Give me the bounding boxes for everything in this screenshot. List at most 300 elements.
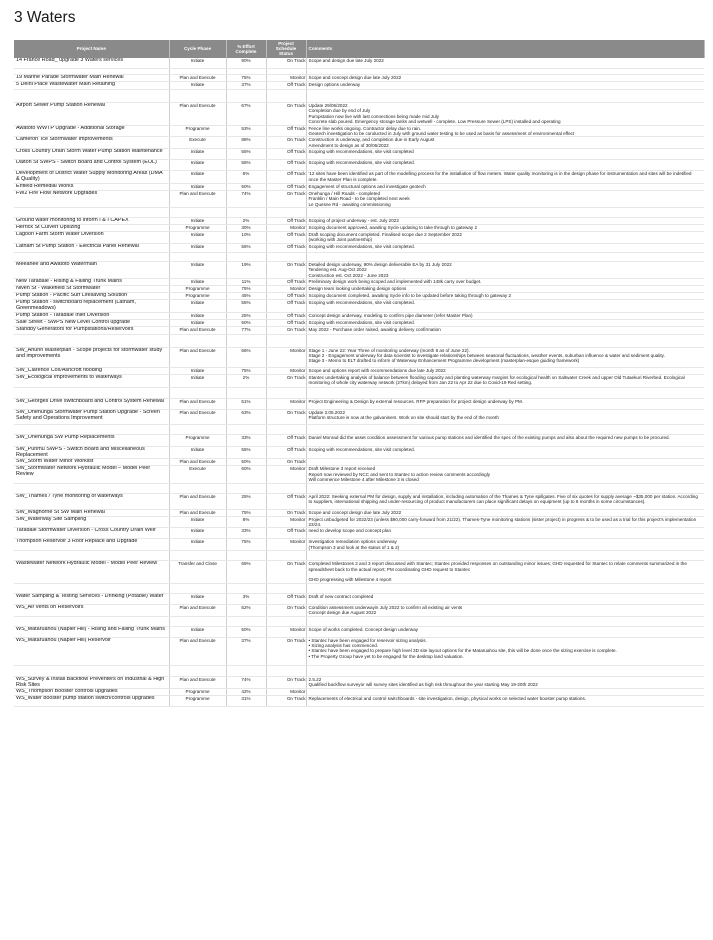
cycle-phase-cell: Initiate (169, 516, 226, 528)
effort-complete-cell: 31% (226, 696, 266, 707)
cycle-phase-cell: Initiate (169, 218, 226, 225)
schedule-status-cell: On Track (266, 374, 306, 387)
project-name-cell: Taradale Stormwater Diversion - Cross Country Drain Weir (14, 528, 169, 539)
effort-complete-cell: 65% (226, 561, 266, 584)
comments-cell (306, 208, 704, 218)
table-row (14, 593, 704, 604)
table-row (14, 293, 704, 300)
cycle-phase-cell: Plan and Execute (169, 347, 226, 367)
table-row (14, 493, 704, 509)
comments-cell: Concept design underway, modeling to confirm pipe diameter (refer Master Plan) (306, 312, 704, 319)
effort-complete-cell: 50% (226, 184, 266, 191)
effort-complete-cell: 10% (226, 232, 266, 244)
cycle-phase-cell (169, 551, 226, 561)
comments-cell: Scoping document approved, awaiting Sycle updating to take through to gateway 2 (306, 225, 704, 232)
table-row (14, 125, 704, 137)
effort-complete-cell: 19% (226, 261, 266, 278)
comments-cell: Scoping with recommendations, site visit completed. (306, 300, 704, 313)
schedule-status-cell: Off Track (266, 160, 306, 171)
effort-complete-cell: 75% (226, 286, 266, 293)
effort-complete-cell: 55% (226, 300, 266, 313)
comments-cell: Scoping with recommendations, site visit completed. (306, 160, 704, 171)
header-schedule-status: Project Schedule Status (266, 40, 306, 58)
effort-complete-cell: 45% (226, 293, 266, 300)
effort-complete-cell: 74% (226, 190, 266, 207)
comments-cell: '12 sites have been identified as part of the modelling process for the installation of flow meters. Water quality monitoring is in the design phase for instrumentation and sites will be indetified once the Master Plan is complete. (306, 171, 704, 184)
schedule-status-cell: Monitor (266, 347, 306, 367)
schedule-status-cell: Off Track (266, 279, 306, 286)
comments-cell (306, 459, 704, 466)
effort-complete-cell (226, 252, 266, 261)
comments-cell: Fence line works ongoing. Contractor delay due to rain. Geotech investigation to be conducted in July with ground water testing to be used as basis for assessment of environmental effect (306, 125, 704, 137)
comments-cell (306, 616, 704, 626)
schedule-status-cell: On Track (266, 676, 306, 689)
schedule-status-cell (266, 252, 306, 261)
project-name-cell: Wastewater Network Hydraulic Model - Model Peer Review (14, 561, 169, 584)
table-row (14, 82, 704, 90)
schedule-status-cell: Off Track (266, 232, 306, 244)
schedule-status-cell: On Track (266, 326, 306, 334)
project-name-cell: SW_Clarence Cox/Ashcroft flooding (14, 367, 169, 374)
table-row (14, 626, 704, 637)
schedule-status-cell: Off Track (266, 82, 306, 90)
table-row (14, 409, 704, 424)
table-row (14, 334, 704, 347)
effort-complete-cell: 75% (226, 75, 266, 82)
comments-cell: May 2022 - Purchase order raised, awaiting delivery confirmation (306, 326, 704, 334)
table-row (14, 261, 704, 278)
schedule-status-cell: On Track (266, 409, 306, 424)
project-name-cell: Cameron Tce Stormwater Improvements (14, 137, 169, 149)
project-name-cell: Dalton St SWPS - Switch Board and Control System (EOL) (14, 160, 169, 171)
project-name-cell: SW_Waghorne St SW Main Renewal (14, 509, 169, 516)
project-name-cell: WS_Thompson Booster controls upgrades (14, 689, 169, 696)
cycle-phase-cell: Plan and Execute (169, 398, 226, 409)
project-name-cell: Development of District Water Supply Monitoring Areas (DMA & Quality) (14, 171, 169, 184)
table-row (14, 103, 704, 126)
effort-complete-cell: 6% (226, 171, 266, 184)
cycle-phase-cell: Programme (169, 689, 226, 696)
table-row (14, 434, 704, 446)
comments-cell: Engagement of structural options and investigate geotech (306, 184, 704, 191)
comments-cell (306, 551, 704, 561)
table-row (14, 665, 704, 676)
schedule-status-cell: On Track (266, 103, 306, 126)
project-name-cell: Pump Station - Pacific Surf Lifesaving Solution (14, 293, 169, 300)
project-name-cell: WS_Water booster pump station switch/controls upgrades (14, 696, 169, 707)
effort-complete-cell: 60% (226, 466, 266, 483)
cycle-phase-cell (169, 616, 226, 626)
schedule-status-cell: Off Track (266, 312, 306, 319)
comments-cell: Replacements of electrical and control switchboards - site investigation, design, physical works on selected water booster pump stations. (306, 696, 704, 707)
cycle-phase-cell: Initiate (169, 300, 226, 313)
table-row (14, 232, 704, 244)
projects-table (14, 40, 705, 707)
table-row (14, 689, 704, 696)
comments-cell (306, 334, 704, 347)
project-name-cell: Enfield Remedial Works (14, 184, 169, 191)
cycle-phase-cell: Plan and Execute (169, 676, 226, 689)
project-name-cell (14, 551, 169, 561)
effort-complete-cell: 51% (226, 398, 266, 409)
comments-cell: Investigation remediation options underway (Thompson 3 and look at the status of 1 & 2) (306, 539, 704, 551)
schedule-status-cell (266, 583, 306, 593)
effort-complete-cell: 67% (226, 103, 266, 126)
comments-cell: Detailed design underway, 90% design deliverable EA by 31 July 2022 Tendering est. Aug-Oct 2022 Construction est. Oct 2022 - June 2023 (306, 261, 704, 278)
effort-complete-cell: 55% (226, 446, 266, 459)
schedule-status-cell: On Track (266, 509, 306, 516)
comments-cell: need to develop scope and concept plan (306, 528, 704, 539)
comments-cell: Stantec undertaking analysis of balance between flooding capacity and planting waterway margins for ecological health on Saltwater Creek and upper Old Tutaekuri Riverbed. Ecological monitoring of whole city waterway network (27km) delayed from Jan 22 to Apr 22 due to Covid-19 Red setting. (306, 374, 704, 387)
cycle-phase-cell (169, 334, 226, 347)
effort-complete-cell: 75% (226, 509, 266, 516)
project-name-cell: SW_Onehunga Stormwater Pump Station Upgrade - Screen Safety and Operations Improvement (14, 409, 169, 424)
cycle-phase-cell: Initiate (169, 539, 226, 551)
project-name-cell (14, 424, 169, 434)
comments-cell: Scope and concept design due late July 2022 (306, 75, 704, 82)
table-row (14, 218, 704, 225)
effort-complete-cell: 50% (226, 459, 266, 466)
table-row (14, 616, 704, 626)
project-name-cell (14, 252, 169, 261)
cycle-phase-cell: Initiate (169, 374, 226, 387)
schedule-status-cell: Monitor (266, 516, 306, 528)
schedule-status-cell: Off Track (266, 300, 306, 313)
table-row (14, 243, 704, 252)
table-row (14, 551, 704, 561)
effort-complete-cell (226, 334, 266, 347)
schedule-status-cell: Off Track (266, 593, 306, 604)
table-row (14, 483, 704, 493)
project-name-cell: Latham St Pump Station - Electrical Panel Renewal (14, 243, 169, 252)
effort-complete-cell: 33% (226, 528, 266, 539)
effort-complete-cell: 2% (226, 374, 266, 387)
schedule-status-cell (266, 551, 306, 561)
effort-complete-cell (226, 208, 266, 218)
comments-cell: Onehunga / Hill Roads - completed Franklin / Main Road - to be completed next week Le Quesne Rd - awaiting commissioning (306, 190, 704, 207)
comments-cell (306, 90, 704, 103)
cycle-phase-cell: Initiate (169, 58, 226, 69)
effort-complete-cell: 8% (226, 516, 266, 528)
effort-complete-cell (226, 616, 266, 626)
project-name-cell: Pump Station - switchboard replacement (Latham, Greenmeadows) (14, 300, 169, 313)
schedule-status-cell: On Track (266, 137, 306, 149)
schedule-status-cell: Off Track (266, 125, 306, 137)
comments-cell (306, 387, 704, 398)
cycle-phase-cell (169, 387, 226, 398)
project-name-cell: New Taradale - Rising & Falling Trunk Mains (14, 279, 169, 286)
comments-cell: Stage 1 - June 22: Year Three of monitoring underway (month 8 as of June 22). Stage 2 - Engagement underway for data scientist to investigate relationships between seasonal fluctuations, weather events, suburban influence & water and sediment quality. Stage 3 - Memo to ELT drafted to inform of Waterway Enhancement Programme development (masterplan-esque guiding framework) (306, 347, 704, 367)
schedule-status-cell: Off Track (266, 149, 306, 160)
comments-cell: Scoping with recommendations, site visit completed (306, 149, 704, 160)
project-name-cell (14, 334, 169, 347)
schedule-status-cell: Off Track (266, 446, 306, 459)
project-name-cell (14, 208, 169, 218)
effort-complete-cell: 25% (226, 493, 266, 509)
comments-cell: 2.5.22 Qualified backflow surveyor will survey sites identified as high risk throughout the year starting May 19-20th 2022 (306, 676, 704, 689)
effort-complete-cell: 90% (226, 58, 266, 69)
project-name-cell: WS_Mataruahou (Napier Hill) - Rising and Falling Trunk Mains (14, 626, 169, 637)
cycle-phase-cell (169, 208, 226, 218)
project-name-cell: SW_Ahuriri Masterplan - Scope projects for stormwater study and improvements (14, 347, 169, 367)
effort-complete-cell: 75% (226, 539, 266, 551)
cycle-phase-cell: Programme (169, 286, 226, 293)
table-row (14, 137, 704, 149)
schedule-status-cell: Off Track (266, 319, 306, 326)
comments-cell: Scope and design due late July 2022 (306, 58, 704, 69)
schedule-status-cell: Off Track (266, 493, 306, 509)
schedule-status-cell: On Track (266, 561, 306, 584)
effort-complete-cell: 52% (226, 604, 266, 616)
comments-cell: Scope and concept design due late July 2022 (306, 509, 704, 516)
project-name-cell: SW_Stormwater Network Hydraulic Model – Model Peer Review (14, 466, 169, 483)
effort-complete-cell: 66% (226, 347, 266, 367)
table-row (14, 326, 704, 334)
cycle-phase-cell: Programme (169, 293, 226, 300)
project-name-cell: Airport Sewer Pump Station Renewal (14, 103, 169, 126)
project-name-cell (14, 483, 169, 493)
table-row (14, 604, 704, 616)
table-row (14, 539, 704, 551)
project-name-cell (14, 387, 169, 398)
cycle-phase-cell (169, 90, 226, 103)
project-name-cell: Lagoon Farm Storm Water Diversion (14, 232, 169, 244)
page-title: 3 Waters (14, 9, 76, 26)
table-row (14, 459, 704, 466)
effort-complete-cell: 30% (226, 225, 266, 232)
schedule-status-cell (266, 616, 306, 626)
schedule-status-cell: Monitor (266, 75, 306, 82)
header-effort-complete: % Effort Complete (226, 40, 266, 58)
cycle-phase-cell: Initiate (169, 528, 226, 539)
comments-cell: Draft scoping document completed. Finalised scope due 2 September 2022 (working with Joint partnership) (306, 232, 704, 244)
effort-complete-cell: 55% (226, 160, 266, 171)
schedule-status-cell: On Track (266, 604, 306, 616)
table-row (14, 286, 704, 293)
effort-complete-cell: 11% (226, 279, 266, 286)
cycle-phase-cell: Programme (169, 696, 226, 707)
effort-complete-cell: 50% (226, 626, 266, 637)
project-name-cell: FW2 Fire Flow Network Upgrades (14, 190, 169, 207)
effort-complete-cell: 55% (226, 149, 266, 160)
table-row (14, 312, 704, 319)
comments-cell: Draft of new contract completed (306, 593, 704, 604)
cycle-phase-cell: Initiate (169, 593, 226, 604)
table-row (14, 374, 704, 387)
cycle-phase-cell: Initiate (169, 367, 226, 374)
cycle-phase-cell: Initiate (169, 171, 226, 184)
schedule-status-cell (266, 334, 306, 347)
schedule-status-cell: On Track (266, 459, 306, 466)
cycle-phase-cell (169, 483, 226, 493)
schedule-status-cell (266, 90, 306, 103)
comments-cell (306, 252, 704, 261)
table-row (14, 696, 704, 707)
comments-cell: Draft Milestone 3 report received Report now reviewed by NCC and sent to Stantec to action review comments accordingly Will commence Milestone 4 after Milestone 3 is closed (306, 466, 704, 483)
effort-complete-cell (226, 387, 266, 398)
schedule-status-cell (266, 387, 306, 398)
comments-cell: Design options underway (306, 82, 704, 90)
project-name-cell: Water Sampling & Testing Services - Drinking (Potable) Water (14, 593, 169, 604)
cycle-phase-cell: Programme (169, 225, 226, 232)
cycle-phase-cell: Plan and Execute (169, 75, 226, 82)
project-name-cell: Meeanee and Awatoto Watermain (14, 261, 169, 278)
project-name-cell (14, 90, 169, 103)
effort-complete-cell: 3% (226, 593, 266, 604)
table-row (14, 676, 704, 689)
project-name-cell: SW_Storm Water Minor Worklist (14, 459, 169, 466)
comments-cell: Project Engineering & Design by external resources. RFP preparation for project design underway by PM. (306, 398, 704, 409)
table-row (14, 58, 704, 69)
project-name-cell: 14 France Road_ upgrade 3 Waters services (14, 58, 169, 69)
project-name-cell (14, 583, 169, 593)
effort-complete-cell: 75% (226, 367, 266, 374)
schedule-status-cell: Monitor (266, 286, 306, 293)
comments-cell: Update 29/06/2022 Completion due by end of July Pumpstation now live with last connections being made mid July Concrete slab poured. Emergency storage tanks and wetwell - complete. Low Pressure Sewer (LPS) installed and operating (306, 103, 704, 126)
schedule-status-cell: On Track (266, 190, 306, 207)
schedule-status-cell (266, 424, 306, 434)
project-name-cell: SW_Georges Drive switchboard and Control System Renewal (14, 398, 169, 409)
table-row (14, 225, 704, 232)
table-row (14, 184, 704, 191)
comments-cell: Completed Milestones 2 and 3 report discussed with Stantec; Stantec provided responses on outstanding minor issues; GHD requested for Stantec to relate comments summarized in the spreadsheet back to the actual report; PM coordinating GHD request to Stantec GHD progressing with Milestone 4 report (306, 561, 704, 584)
schedule-status-cell: On Track (266, 696, 306, 707)
cycle-phase-cell: Initiate (169, 82, 226, 90)
comments-cell: Scope of works completed. Concept design underway (306, 626, 704, 637)
table-row (14, 583, 704, 593)
cycle-phase-cell: Plan and Execute (169, 190, 226, 207)
table-row (14, 387, 704, 398)
effort-complete-cell (226, 424, 266, 434)
comments-cell (306, 583, 704, 593)
header-row (14, 40, 704, 58)
cycle-phase-cell: Plan and Execute (169, 604, 226, 616)
schedule-status-cell: On Track (266, 637, 306, 665)
project-name-cell: SW_Waterway Site Sampling (14, 516, 169, 528)
effort-complete-cell (226, 483, 266, 493)
table-row (14, 160, 704, 171)
cycle-phase-cell: Initiate (169, 160, 226, 171)
comments-cell: Update 2.05.2022 Platform structure is now at the galvanisers. Work on site should start by the end of the month (306, 409, 704, 424)
schedule-status-cell (266, 208, 306, 218)
table-row (14, 367, 704, 374)
project-name-cell: Herrick St Culvert Upsizing (14, 225, 169, 232)
effort-complete-cell: 37% (226, 82, 266, 90)
project-name-cell: SW_Thames / Tyne monitoring of waterways (14, 493, 169, 509)
comments-cell: Condition assessment underwayin July 2022 to confirm all existing air vents Concept design due August 2022 (306, 604, 704, 616)
table-row (14, 300, 704, 313)
table-row (14, 149, 704, 160)
effort-complete-cell: 33% (226, 434, 266, 446)
cycle-phase-cell: Plan and Execute (169, 637, 226, 665)
effort-complete-cell: 74% (226, 676, 266, 689)
table-row (14, 279, 704, 286)
schedule-status-cell (266, 665, 306, 676)
comments-cell: Scoping of project underway - est. July 2022 (306, 218, 704, 225)
schedule-status-cell: On Track (266, 261, 306, 278)
effort-complete-cell: 77% (226, 326, 266, 334)
schedule-status-cell: Monitor (266, 398, 306, 409)
table-row (14, 424, 704, 434)
table-row (14, 252, 704, 261)
header-cycle-phase: Cycle Phase (169, 40, 226, 58)
schedule-status-cell: Off Track (266, 528, 306, 539)
schedule-status-cell: Off Track (266, 184, 306, 191)
effort-complete-cell: 2% (226, 218, 266, 225)
comments-cell: Design team looking undertaking design options (306, 286, 704, 293)
comments-cell (306, 483, 704, 493)
comments-cell: Scoping with recommendations, site visit completed. (306, 446, 704, 459)
cycle-phase-cell: Programme (169, 125, 226, 137)
project-name-cell: Ground water monitoring to inform I & I CAPEX (14, 218, 169, 225)
cycle-phase-cell: Initiate (169, 184, 226, 191)
cycle-phase-cell: Initiate (169, 279, 226, 286)
effort-complete-cell: 55% (226, 243, 266, 252)
cycle-phase-cell: Plan and Execute (169, 459, 226, 466)
schedule-status-cell: Monitor (266, 466, 306, 483)
schedule-status-cell (266, 483, 306, 493)
schedule-status-cell: Monitor (266, 539, 306, 551)
effort-complete-cell (226, 90, 266, 103)
cycle-phase-cell: Initiate (169, 149, 226, 160)
cycle-phase-cell: Transfer and Close (169, 561, 226, 584)
project-name-cell (14, 616, 169, 626)
project-name-cell: Cross Country Drain Storm Water Pump Station Maintenance (14, 149, 169, 160)
table-row (14, 528, 704, 539)
table-row (14, 171, 704, 184)
table-row (14, 208, 704, 218)
project-name-cell: 5 Delhi Place Wastewater Main Retaining (14, 82, 169, 90)
comments-cell: Project unbudgeted for 2022/23 (unless $90,000 carry-forward from 21/22). Thames-Tyne monitoring stations (sister project) in progress & to be used as a trial for this project's implementation 23/24. (306, 516, 704, 528)
effort-complete-cell: 88% (226, 137, 266, 149)
effort-complete-cell (226, 665, 266, 676)
schedule-status-cell: Off Track (266, 218, 306, 225)
table-row (14, 190, 704, 207)
table-row (14, 75, 704, 82)
table-row (14, 90, 704, 103)
schedule-status-cell: Off Track (266, 293, 306, 300)
project-name-cell: Thompson Reservoir 3 Roof Replace and Upgrade (14, 539, 169, 551)
project-name-cell: Niven St - Wakefield St Stormwater (14, 286, 169, 293)
schedule-status-cell: Monitor (266, 626, 306, 637)
table-row (14, 347, 704, 367)
project-name-cell: SW_Purimu SWPS - Switch Board and Miscellaneous Replacement (14, 446, 169, 459)
effort-complete-cell: 25% (226, 312, 266, 319)
schedule-status-cell: Monitor (266, 367, 306, 374)
table-row (14, 637, 704, 665)
comments-cell (306, 665, 704, 676)
table-row (14, 319, 704, 326)
schedule-status-cell: On Track (266, 58, 306, 69)
schedule-status-cell: Off Track (266, 171, 306, 184)
cycle-phase-cell: Initiate (169, 243, 226, 252)
comments-cell: Scoping with recommendations, site visit completed. (306, 319, 704, 326)
comments-cell: • Stantec have been engaged for reservoir sizing analysis. • Sizing analysis has commenced. • Stantec have been engaged to prepare high level 3D site layout options for the Mataruahou site, this will be done once the sizing exercise is complete. • The Property Group have yet to be engaged for the desktop land valuation. (306, 637, 704, 665)
comments-cell: Preliminary design work being scoped and implemented with 148k carry over budget. (306, 279, 704, 286)
cycle-phase-cell: Initiate (169, 232, 226, 244)
effort-complete-cell (226, 583, 266, 593)
comments-cell: Scoping document completed, awaiting Sycle info to be updated before taking through to gateway 2 (306, 293, 704, 300)
comments-cell (306, 689, 704, 696)
effort-complete-cell: 42% (226, 689, 266, 696)
cycle-phase-cell: Initiate (169, 446, 226, 459)
table-row (14, 561, 704, 584)
effort-complete-cell (226, 551, 266, 561)
cycle-phase-cell: Initiate (169, 312, 226, 319)
cycle-phase-cell (169, 583, 226, 593)
cycle-phase-cell: Initiate (169, 261, 226, 278)
cycle-phase-cell: Execute (169, 466, 226, 483)
